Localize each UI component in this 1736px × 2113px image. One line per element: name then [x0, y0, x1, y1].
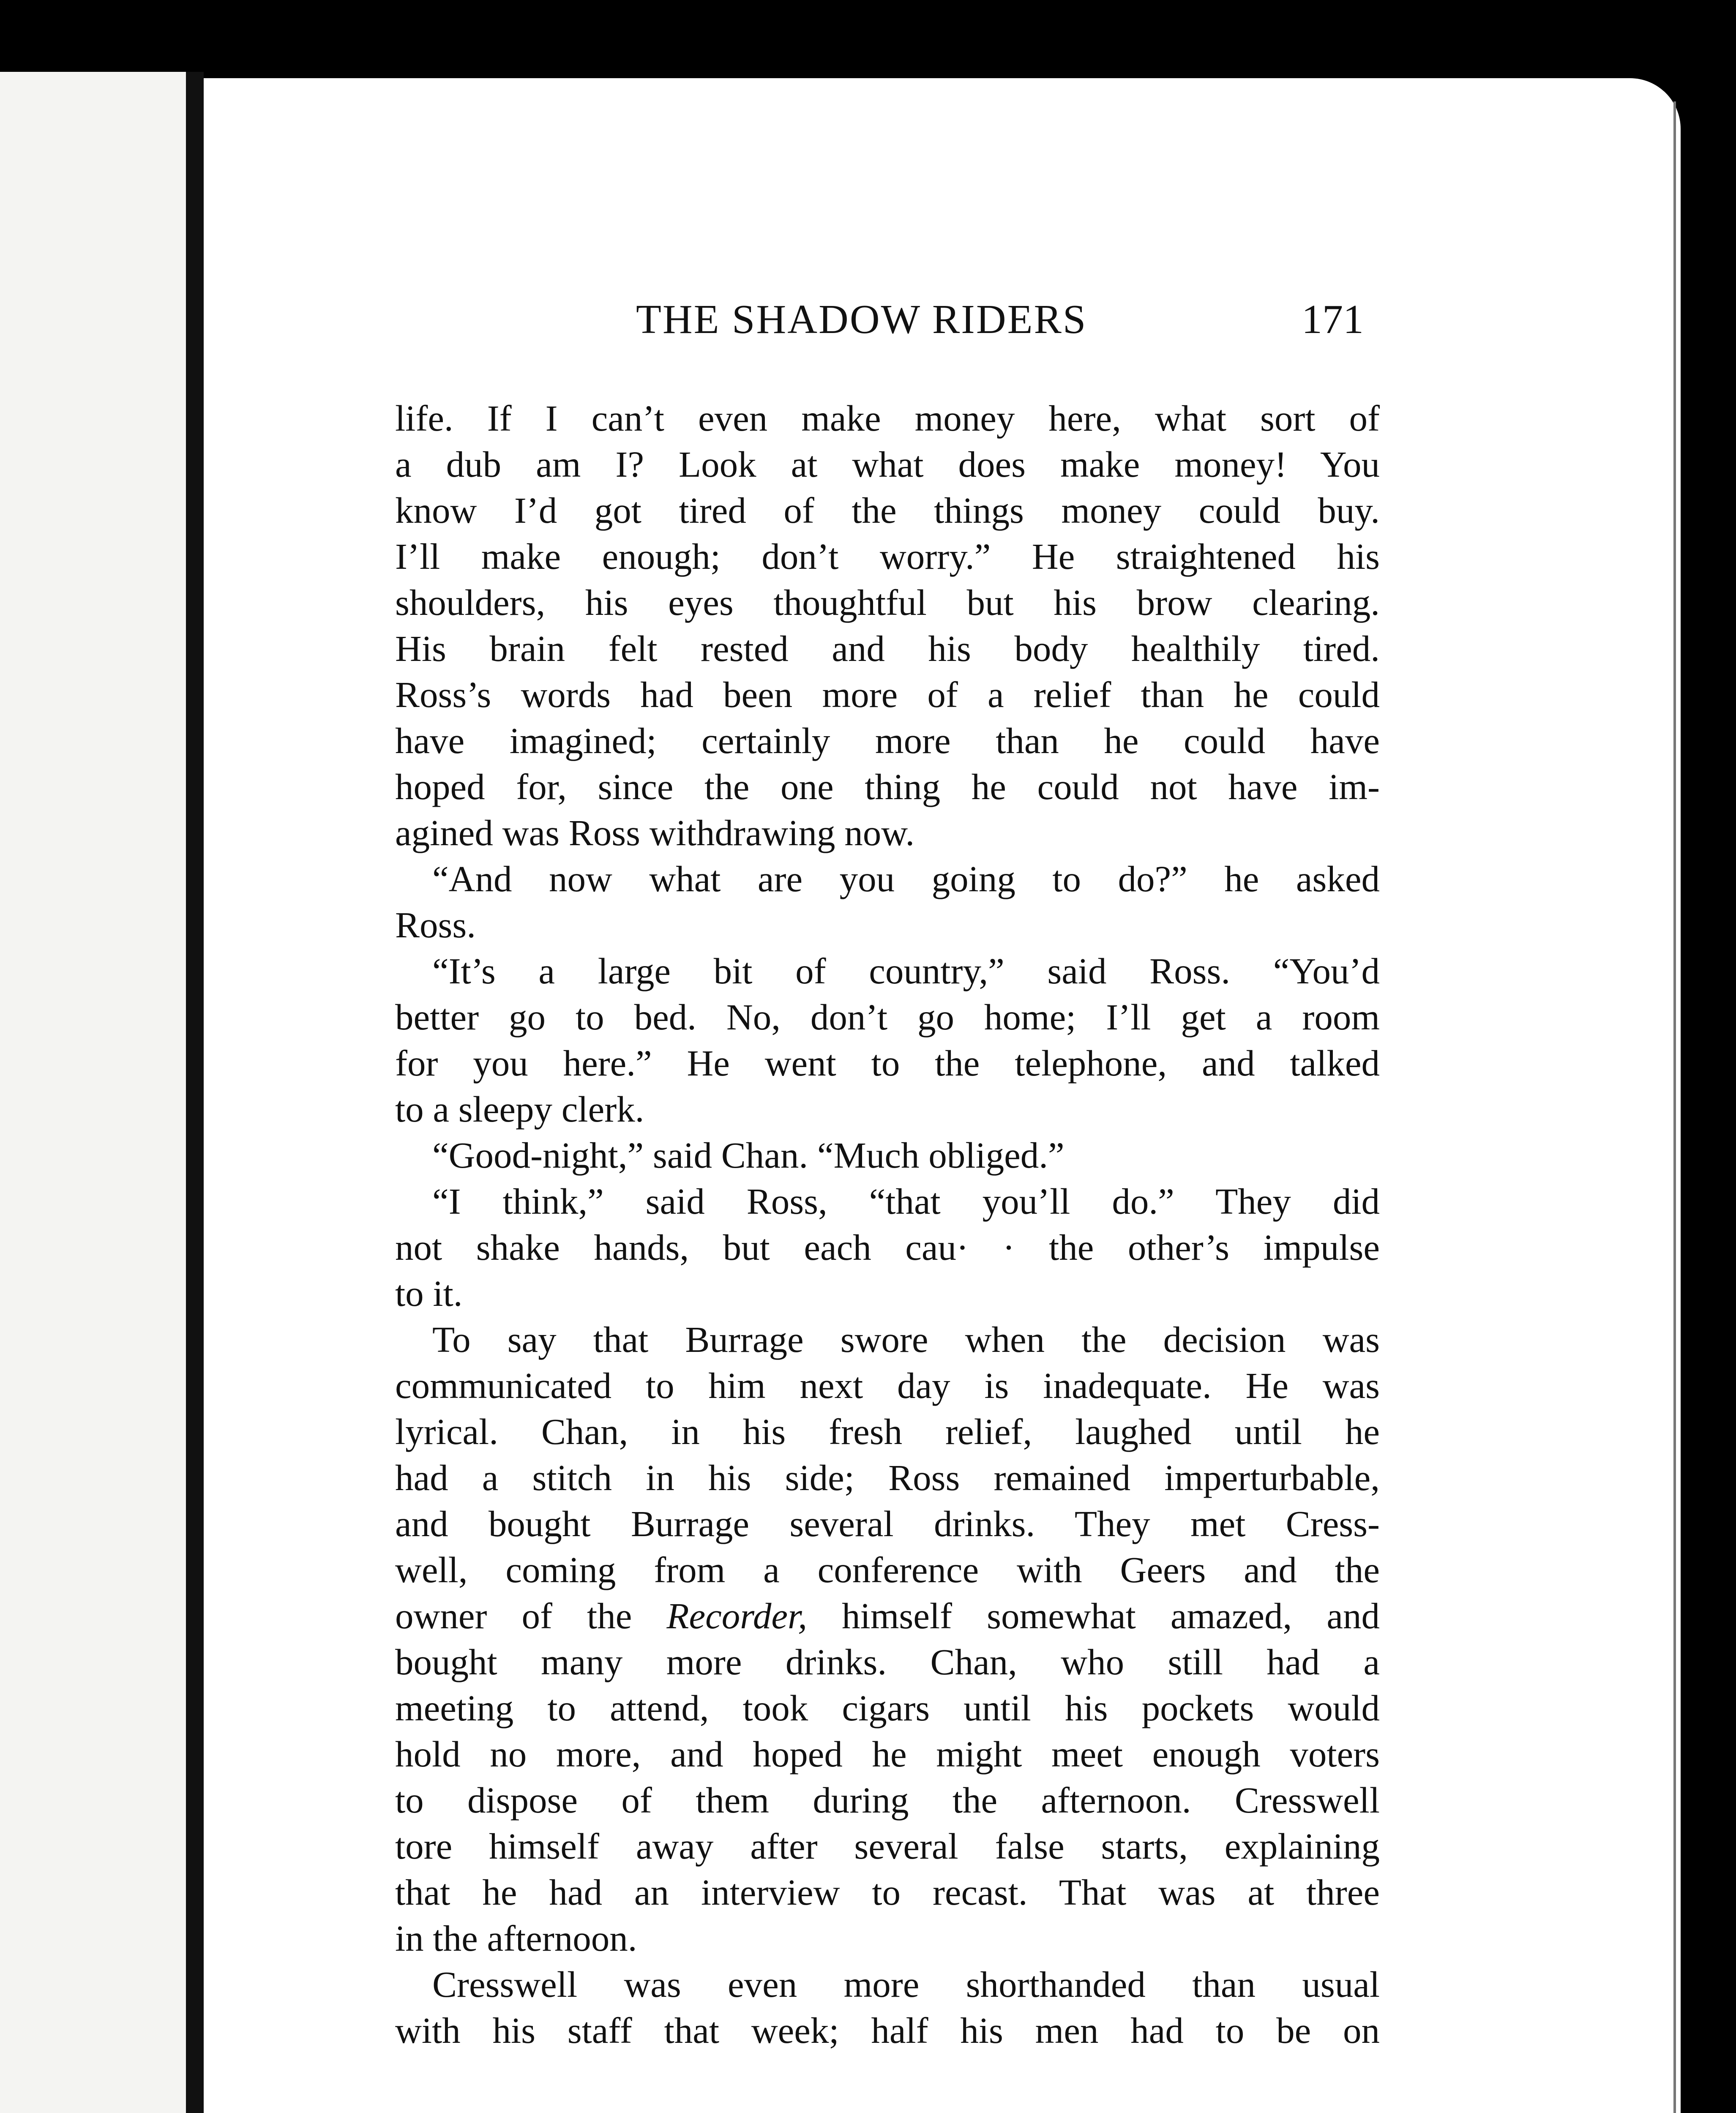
- page-number: 171: [1302, 297, 1364, 342]
- text-line: to a sleepy clerk.: [395, 1089, 644, 1130]
- text-line: had a stitch in his side; Ross remained imperturbable,: [395, 1457, 1380, 1498]
- text-line: “It’s a large bit of country,” said Ross. “You’d: [432, 950, 1380, 991]
- text-line: Ross’s words had been more of a relief than he could: [395, 674, 1380, 715]
- text-line: lyrical. Chan, in his fresh relief, laughed until he: [395, 1411, 1380, 1452]
- text-line: to it.: [395, 1273, 463, 1314]
- page-edge-line: [1673, 101, 1676, 2113]
- text-line: better go to bed. No, don’t go home; I’ll get a room: [395, 996, 1380, 1037]
- text-line: I’ll make enough; don’t worry.” He straightened his: [395, 536, 1380, 577]
- text-line: To say that Burrage swore when the decision was: [432, 1319, 1380, 1360]
- text-line: “Good-night,” said Chan. “Much obliged.”: [432, 1135, 1065, 1176]
- text-line: a dub am I? Look at what does make money! You: [395, 444, 1380, 485]
- text-line: His brain felt rested and his body healthily tired.: [395, 628, 1380, 669]
- text-line: and bought Burrage several drinks. They met Cress-: [395, 1503, 1380, 1544]
- text-line: that he had an interview to recast. That was at three: [395, 1872, 1380, 1913]
- text-line: well, coming from a conference with Geers and the: [395, 1549, 1380, 1590]
- text-line: not shake hands, but each cau· · the other’s impulse: [395, 1227, 1380, 1268]
- text-line: hoped for, since the one thing he could not have im-: [395, 766, 1380, 807]
- text-line: know I’d got tired of the things money could buy.: [395, 490, 1380, 531]
- text-line: life. If I can’t even make money here, what sort of: [395, 398, 1380, 439]
- text-line: with his staff that week; half his men had to be on: [395, 2010, 1380, 2051]
- text-line: in the afternoon.: [395, 1918, 637, 1959]
- text-line: meeting to attend, took cigars until his pockets would: [395, 1687, 1380, 1728]
- facing-page-edge: [0, 72, 190, 2113]
- text-line: bought many more drinks. Chan, who still had a: [395, 1641, 1380, 1682]
- text-line: agined was Ross withdrawing now.: [395, 812, 915, 853]
- text-line: “And now what are you going to do?” he asked: [432, 858, 1380, 899]
- text-line: communicated to him next day is inadequate. He was: [395, 1365, 1380, 1406]
- text-line: owner of the Recorder, himself somewhat amazed, and: [395, 1595, 1380, 1636]
- text-line: tore himself away after several false starts, explaining: [395, 1826, 1380, 1867]
- text-line: shoulders, his eyes thoughtful but his brow clearing.: [395, 582, 1380, 623]
- text-line: “I think,” said Ross, “that you’ll do.” They did: [432, 1181, 1380, 1222]
- running-head: THE SHADOW RIDERS: [636, 297, 1087, 342]
- text-line: hold no more, and hoped he might meet enough voters: [395, 1734, 1380, 1774]
- text-line: Cresswell was even more shorthanded than usual: [432, 1964, 1380, 2005]
- text-line: Ross.: [395, 904, 476, 945]
- text-line: have imagined; certainly more than he could have: [395, 720, 1380, 761]
- text-line: to dispose of them during the afternoon. Cresswell: [395, 1780, 1380, 1821]
- text-line: for you here.” He went to the telephone, and talked: [395, 1043, 1380, 1084]
- body-text: [395, 395, 1380, 2053]
- book-gutter: [186, 72, 204, 2113]
